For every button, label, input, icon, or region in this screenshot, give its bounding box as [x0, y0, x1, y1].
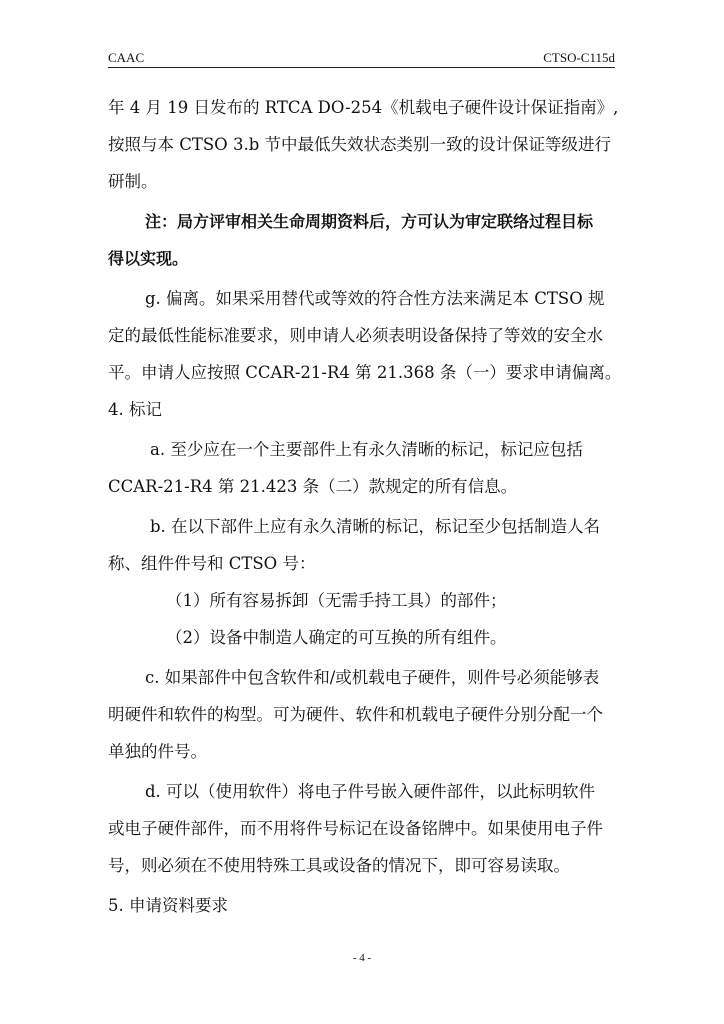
body-line: CCAR-21-R4 第 21.423 条（二）款规定的所有信息。 [108, 477, 518, 496]
body-line: b. 在以下部件上应有永久清晰的标记，标记至少包括制造人名 [150, 517, 601, 536]
note-line: 注：局方评审相关生命周期资料后，方可认为审定联络过程目标 [145, 212, 594, 231]
body-line: 单独的件号。 [108, 742, 207, 761]
header-rule [108, 67, 615, 68]
body-line: 按照与本 CTSO 3.b 节中最低失效状态类别一致的设计保证等级进行 [108, 135, 612, 154]
body-line: a. 至少应在一个主要部件上有永久清晰的标记，标记应包括 [150, 440, 583, 459]
page-number: - 4 - [352, 952, 372, 964]
page-header [108, 50, 615, 68]
body-line: 定的最低性能标准要求，则申请人必须表明设备保持了等效的安全水 [108, 326, 603, 345]
body-line: g. 偏离。如果采用替代或等效的符合性方法来满足本 CTSO 规 [145, 289, 605, 308]
section-heading: 5. 申请资料要求 [108, 896, 228, 915]
body-line: c. 如果部件中包含软件和/或机载电子硬件，则件号必须能够表 [145, 668, 600, 687]
header-left: CAAC [108, 50, 145, 65]
list-item: （2）设备中制造人确定的可互换的所有组件。 [166, 628, 507, 647]
body-line: 明硬件和软件的构型。可为硬件、软件和机载电子硬件分别分配一个 [108, 705, 603, 724]
body-line: 或电子硬件部件，而不用将件号标记在设备铭牌中。如果使用电子件 [108, 819, 603, 838]
section-heading: 4. 标记 [108, 400, 162, 419]
body-line: 号，则必须在不使用特殊工具或设备的情况下，即可容易读取。 [108, 856, 570, 875]
body-line: 平。申请人应按照 CCAR-21-R4 第 21.368 条（一）要求申请偏离。 [108, 363, 622, 382]
body-line: 研制。 [108, 172, 158, 191]
body-line: 年 4 月 19 日发布的 RTCA DO-254《机载电子硬件设计保证指南》, [108, 98, 619, 117]
list-item: （1）所有容易拆卸（无需手持工具）的部件； [166, 591, 507, 610]
note-line: 得以实现。 [108, 249, 189, 268]
body-line: 称、组件件号和 CTSO 号： [108, 554, 316, 573]
body-line: d. 可以（使用软件）将电子件号嵌入硬件部件，以此标明软件 [145, 782, 596, 801]
header-right: CTSO-C115d [543, 50, 615, 65]
